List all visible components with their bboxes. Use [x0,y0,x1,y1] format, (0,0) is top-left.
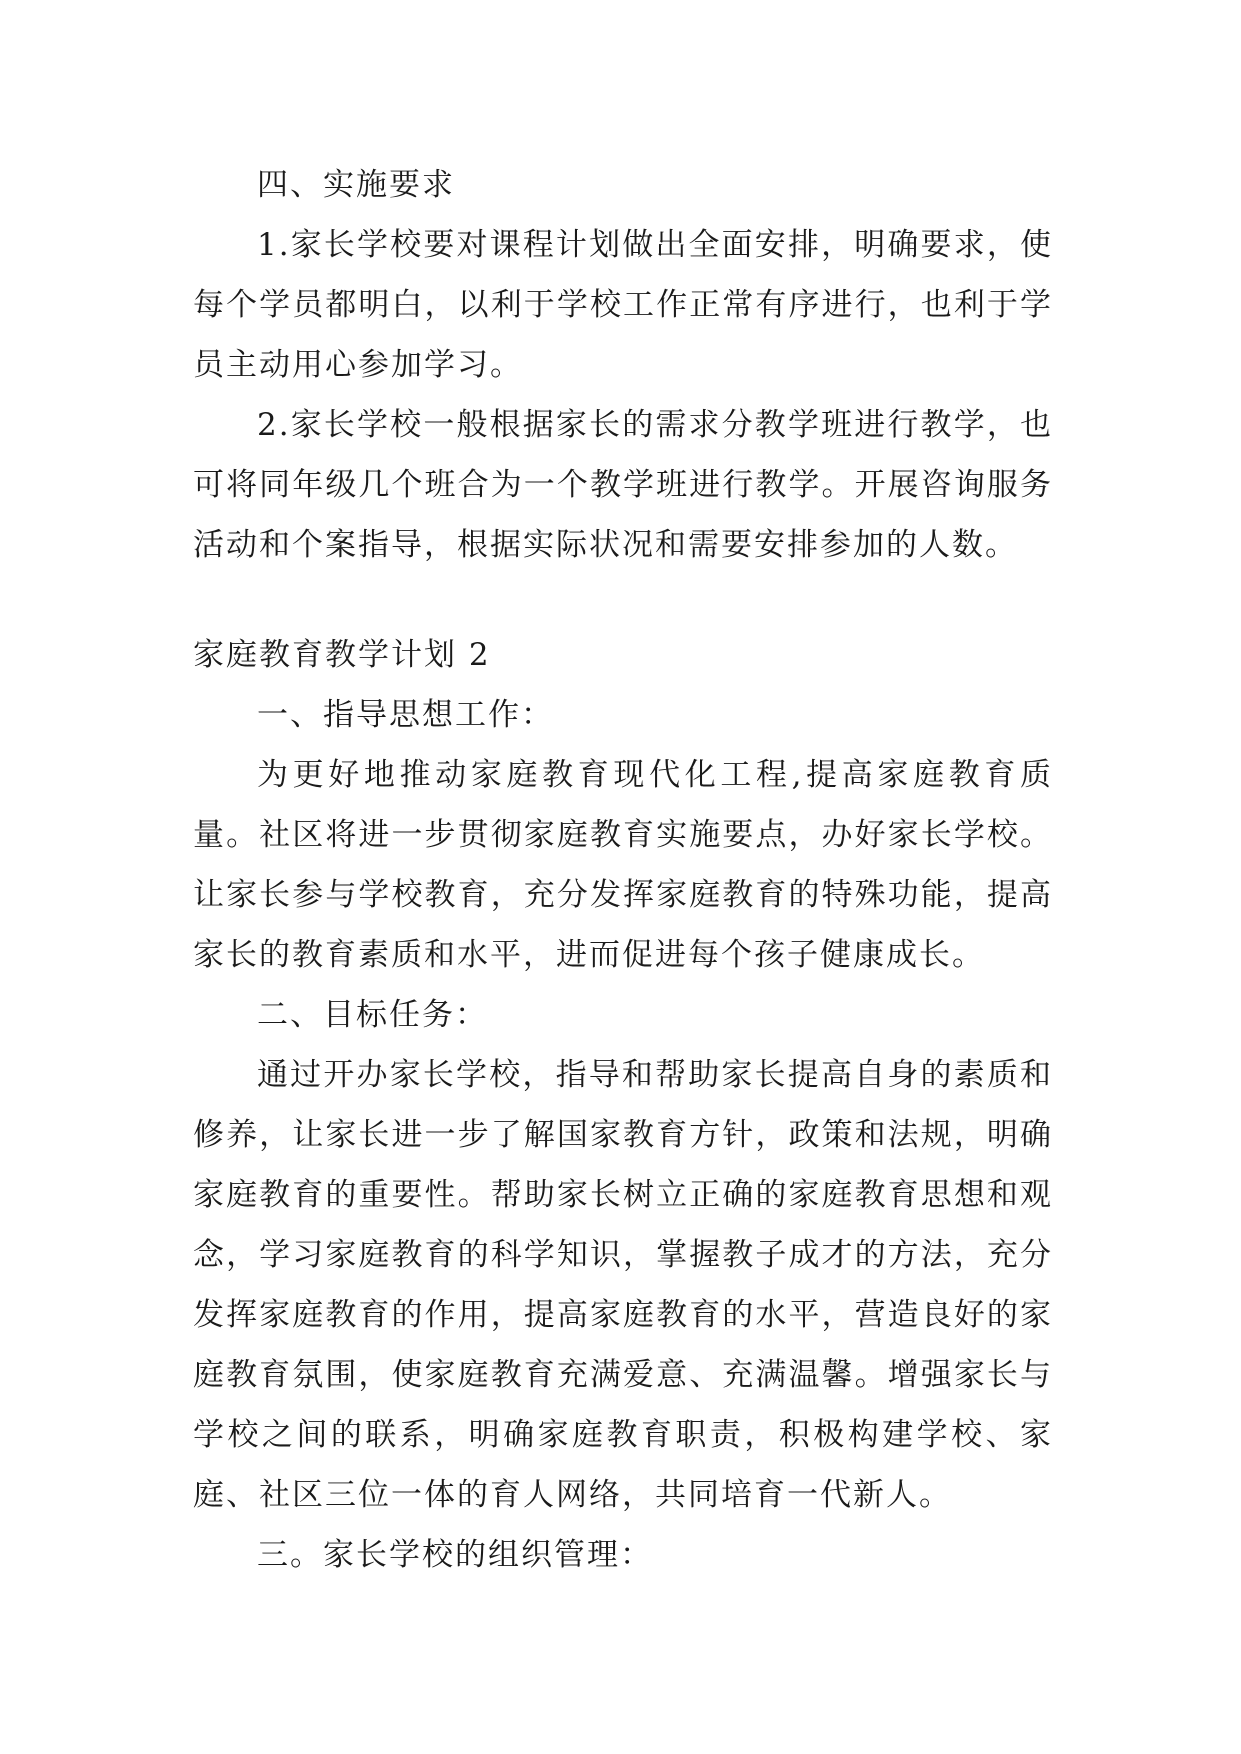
section-heading-organization: 三。家长学校的组织管理： [257,1537,653,1573]
document-body [193,155,1053,1585]
paragraph-guiding-thought: 为更好地推动家庭教育现代化工程,提高家庭教育质量。社区将进一步贯彻家庭教育实施要点，办好家长学校。让家长参与学校教育，充分发挥家庭教育的特殊功能，提高家长的教育素质和水平，进而促进每个孩子健康成长。 [193,757,1053,973]
section-heading-guiding-thought: 一、指导思想工作： [257,697,554,733]
paragraph-requirement-2: 2.家长学校一般根据家长的需求分教学班进行教学，也可将同年级几个班合为一个教学班进行教学。开展咨询服务活动和个案指导，根据实际状况和需要安排参加的人数。 [193,407,1053,563]
section-heading-goals: 二、目标任务： [257,997,488,1033]
paragraph-requirement-1: 1.家长学校要对课程计划做出全面安排，明确要求，使每个学员都明白，以利于学校工作正常有序进行，也利于学员主动用心参加学习。 [193,227,1053,383]
document-title-plan-2: 家庭教育教学计划 2 [193,637,491,673]
paragraph-goals: 通过开办家长学校，指导和帮助家长提高自身的素质和修养，让家长进一步了解国家教育方针，政策和法规，明确家庭教育的重要性。帮助家长树立正确的家庭教育思想和观念，学习家庭教育的科学知识，掌握教子成才的方法，充分发挥家庭教育的作用，提高家庭教育的水平，营造良好的家庭教育氛围，使家庭教育充满爱意、充满温馨。增强家长与学校之间的联系，明确家庭教育职责，积极构建学校、家庭、社区三位一体的育人网络，共同培育一代新人。 [193,1057,1053,1513]
section-heading-implementation: 四、实施要求 [257,167,455,203]
